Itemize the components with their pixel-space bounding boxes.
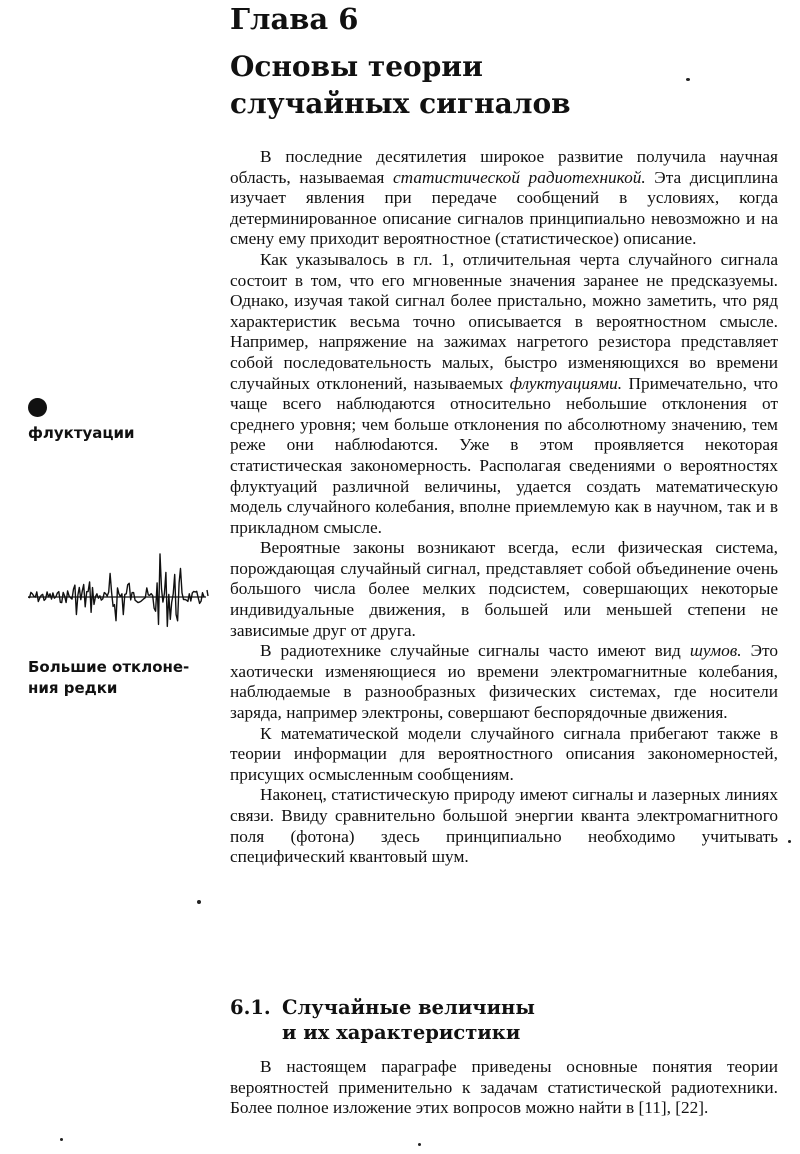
paragraph: К математической модели случайного сигнала прибегают также в теории информации для вероятностного описания закономерностей, присущих осмысленным сообщениям. [230, 723, 778, 784]
section-title-line-2: и их характеристики [282, 1021, 521, 1044]
chapter-intro-text [230, 147, 778, 868]
print-speck [788, 840, 791, 843]
paragraph [230, 250, 778, 538]
paragraph-text: Это хаотически изменяющиеся ио времени электромагнитные колебания, наблюдаемые в разнообразных физических системах, где носители заряда, например электроны, совершают беспорядочные движения. [230, 641, 778, 723]
margin-note-line-2: ния редки [28, 679, 118, 697]
emphasis-term: статистической радиотехникой. [392, 167, 646, 187]
section-number: 6.1. [230, 996, 271, 1019]
emphasis-term: шумов. [689, 641, 742, 661]
emphasis-term: флуктуациями. [509, 373, 623, 393]
section-title-line-1: Случайные величины [282, 996, 535, 1019]
paragraph: Наконец, статистическую природу имеют сигналы и лазерных линиях связи. Ввиду сравнительно большой энергии кванта электромагнитного поля (фотона) здесь принципиально необходимо учитывать специфический квантовый шум. [230, 785, 778, 867]
print-speck [686, 78, 690, 81]
paragraph: В настоящем параграфе приведены основные понятия теории вероятностей применительно к задачам статистической радиотехники. Более полное изложение этих вопросов можно найти в [11], [22]. [230, 1057, 778, 1118]
chapter-title-line-2: случайных сигналов [230, 87, 571, 120]
print-speck [197, 900, 201, 904]
paragraph [230, 641, 778, 723]
margin-bullet-icon [28, 398, 47, 417]
chapter-title [230, 48, 571, 122]
paragraph-text: Как указывалось в гл. 1, отличительная черта случайного сигнала состоит в том, что его мгновенные значения заранее не предсказуемы. Однако, изучая такой сигнал более пристально, можно заметить, что ряд характеристик весьма точно описывается в вероятностном смысле. Например, напряжение на зажимах нагретого резистора представляет собой последовательность малых, быстро изменяющихся во времени случайных отклонений, называемых [230, 249, 778, 393]
margin-note [28, 657, 213, 699]
chapter-title-line-1: Основы теории [230, 50, 483, 83]
paragraph-text: В радиотехнике случайные сигналы часто имеют вид [260, 641, 690, 661]
print-speck [60, 1138, 63, 1141]
section-heading [230, 995, 535, 1045]
chapter-label: Глава 6 [230, 2, 359, 36]
noise-waveform-line [28, 554, 204, 626]
waveform-end-tick [207, 590, 208, 596]
paragraph-text: В последние десятилетия широкое развитие получила научная область, называемая [230, 147, 778, 187]
paragraph-text: Примечательно, что чаще всего наблюдаются относительно небольшие отклонения от среднего уровня; чем больше отклонения по абсолютному значению, тем реже они наблюdаются. Уже в этом проявляется некоторая статистическая закономерность. Располагая сведениями о вероятностях флуктуаций различной величины, удается создать математическую модель случайного колебания, вполне приемлемую как в научном, так и в прикладном смысле. [230, 373, 778, 537]
margin-term: флуктуации [28, 424, 135, 442]
print-speck [418, 1143, 421, 1146]
paragraph: Вероятные законы возникают всегда, если физическая система, порождающая случайный сигнал, представляет собой объединение очень большого числа более мелких подсистем, совершающих некоторые индивидуальные движения, в большей или меньшей степени не зависимые друг от друга. [230, 538, 778, 640]
paragraph [230, 147, 778, 250]
section-text [230, 1057, 778, 1119]
margin-note-line-1: Большие отклоне- [28, 658, 190, 676]
paragraph-text: Эта дисциплина изучает явления при передаче сообщений в условиях, когда детерминированное описание сигналов принципиально невозможно и на смену ему приходит вероятностное (статистическое) описание. [230, 167, 778, 249]
noise-waveform-figure [28, 552, 210, 642]
